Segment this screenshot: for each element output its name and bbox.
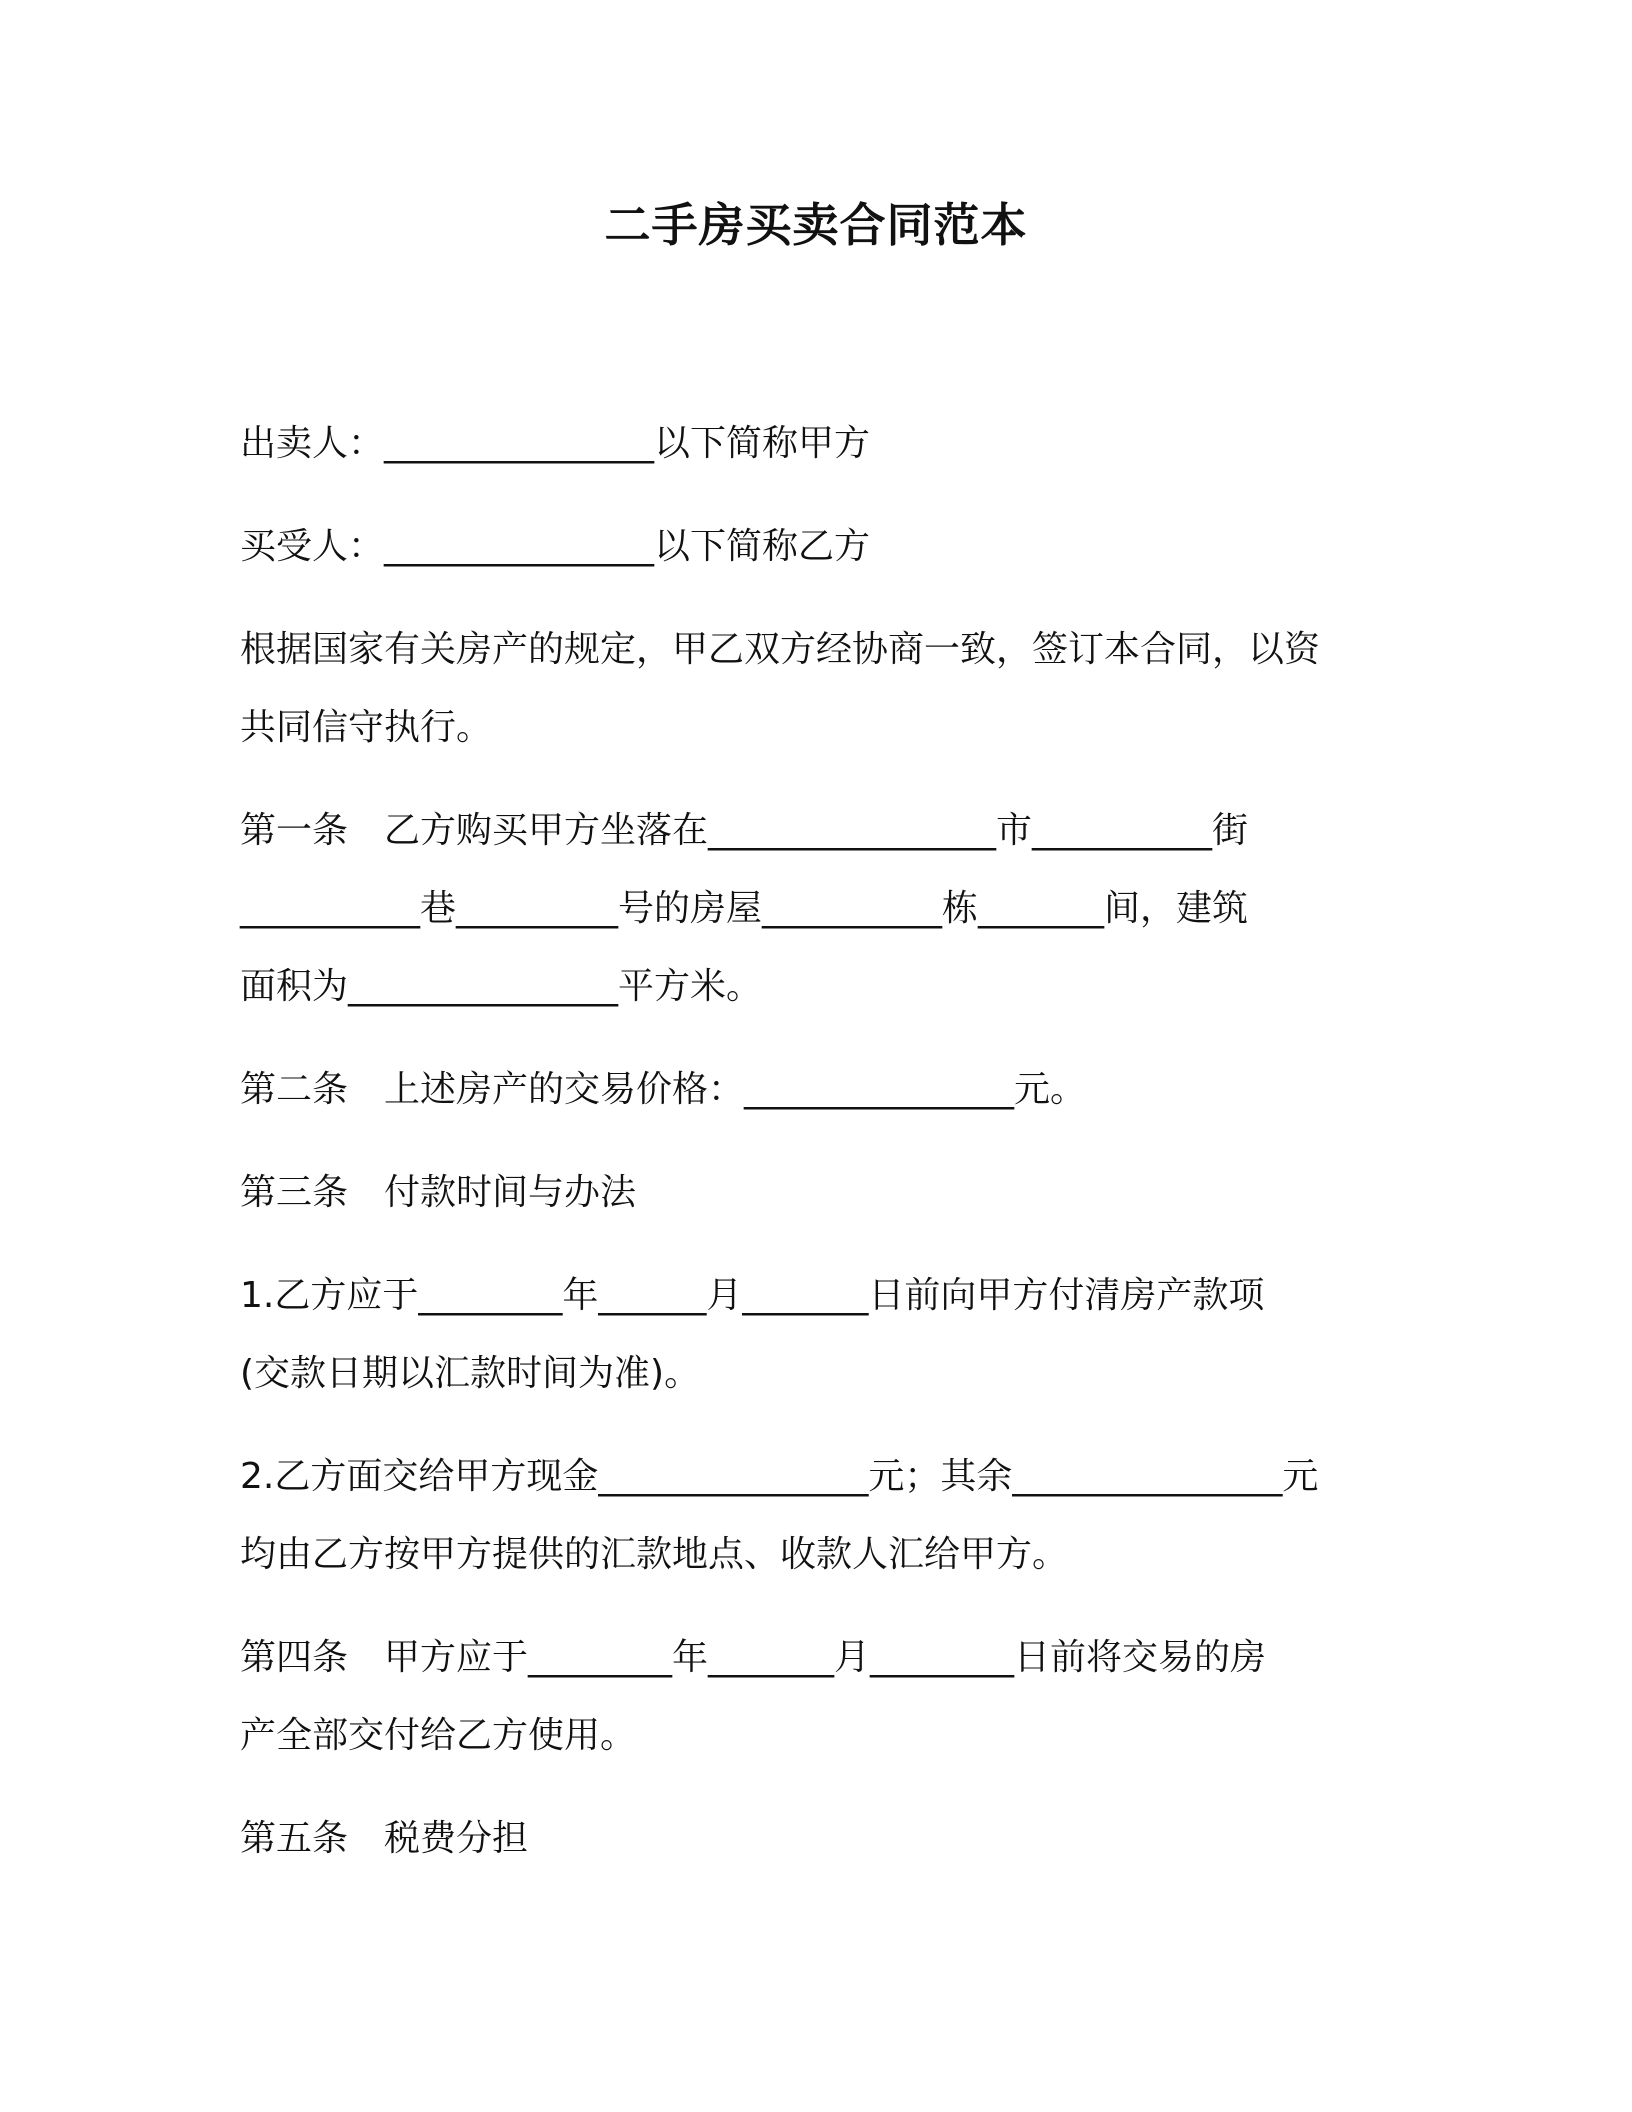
article-3-item-2-line-1: 2.乙方面交给甲方现金_______________元；其余_______________元 bbox=[240, 1456, 1319, 1497]
article-1-line-3: 面积为_______________平方米。 bbox=[240, 966, 763, 1007]
article-2-line: 第二条 上述房产的交易价格：_______________元。 bbox=[240, 1069, 1087, 1110]
article-3-item-1-line-1: 1.乙方应于________年______月_______日前向甲方付清房产款项 bbox=[240, 1275, 1265, 1316]
article-4-line-2: 产全部交付给乙方使用。 bbox=[240, 1715, 637, 1756]
article-3-item-2-line-2: 均由乙方按甲方提供的汇款地点、收款人汇给甲方。 bbox=[240, 1534, 1069, 1575]
preamble-line-2: 共同信守执行。 bbox=[240, 707, 493, 748]
article-3-item-1-line-2: (交款日期以汇款时间为准)。 bbox=[240, 1353, 701, 1394]
article-3-heading: 第三条 付款时间与办法 bbox=[240, 1172, 637, 1213]
document-title: 二手房买卖合同范本 bbox=[604, 198, 1028, 252]
article-4-line-1: 第四条 甲方应于________年_______月________日前将交易的房 bbox=[240, 1637, 1267, 1678]
buyer-line: 买受人：_______________以下简称乙方 bbox=[240, 526, 871, 567]
article-1-line-2: __________巷_________号的房屋__________栋_______间，建筑 bbox=[240, 888, 1249, 929]
seller-line: 出卖人：_______________以下简称甲方 bbox=[240, 423, 871, 464]
preamble-line-1: 根据国家有关房产的规定，甲乙双方经协商一致，签订本合同，以资 bbox=[240, 629, 1321, 670]
article-5-heading: 第五条 税费分担 bbox=[240, 1818, 529, 1859]
article-1-line-1: 第一条 乙方购买甲方坐落在________________市__________街 bbox=[240, 810, 1249, 851]
